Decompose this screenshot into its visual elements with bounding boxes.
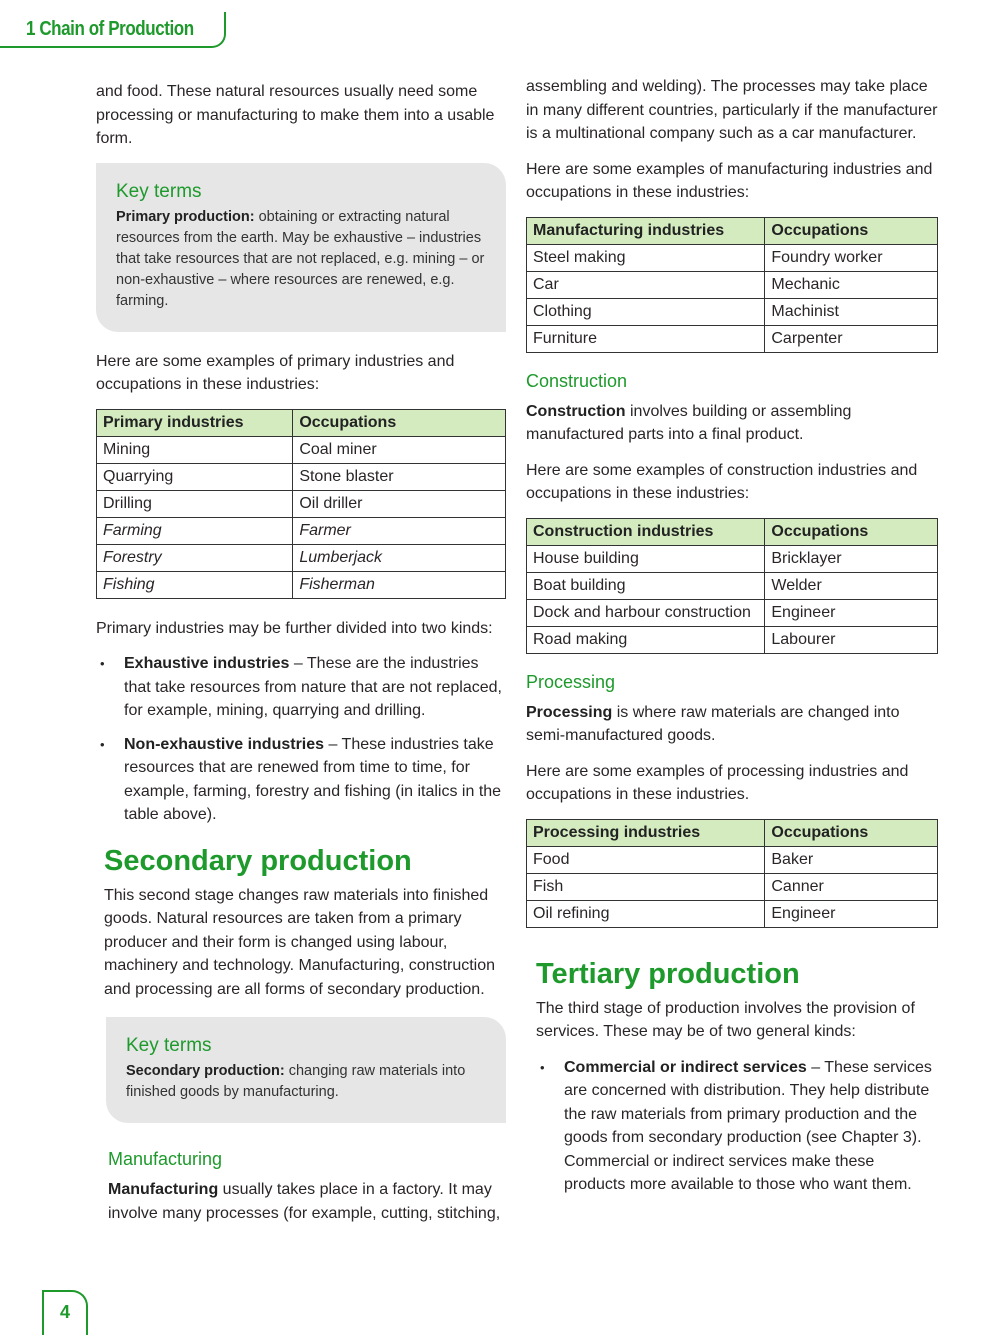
table-row xyxy=(527,846,938,873)
construction-industries-table xyxy=(526,518,938,654)
table-cell: Fishing xyxy=(97,571,293,598)
table-header-row xyxy=(527,518,938,545)
table-cell: Oil refining xyxy=(527,900,765,927)
table-cell: Clothing xyxy=(527,298,765,325)
table-cell: Canner xyxy=(765,873,938,900)
table-row xyxy=(97,517,506,544)
chapter-header xyxy=(0,12,226,48)
table-row xyxy=(97,463,506,490)
table-row xyxy=(527,900,938,927)
section-heading-secondary: Secondary production xyxy=(104,844,412,877)
processing-paragraph: Processing is where raw materials are changed into semi-manufactured goods. xyxy=(526,703,900,744)
table-row xyxy=(97,544,506,571)
table-cell: Carpenter xyxy=(765,325,938,352)
table-cell: Road making xyxy=(527,626,765,653)
table-cell: Stone blaster xyxy=(293,463,506,490)
intro-paragraph: and food. These natural resources usually need some processing or manufacturing to make them into a usable form. xyxy=(96,83,495,147)
table-header: Manufacturing industries xyxy=(527,217,765,244)
table-row xyxy=(527,626,938,653)
table-header: Construction industries xyxy=(527,518,765,545)
table-row xyxy=(527,599,938,626)
table-header-row xyxy=(97,409,506,436)
key-terms-box-primary xyxy=(96,163,506,332)
table-row xyxy=(527,325,938,352)
table-row xyxy=(527,545,938,572)
table-row xyxy=(527,271,938,298)
table-cell: Welder xyxy=(765,572,938,599)
table-cell: Labourer xyxy=(765,626,938,653)
primary-industries-table xyxy=(96,409,506,599)
table-header: Occupations xyxy=(765,518,938,545)
table-row xyxy=(527,572,938,599)
table-cell: Fish xyxy=(527,873,765,900)
table-cell: Farmer xyxy=(293,517,506,544)
table-cell: Farming xyxy=(97,517,293,544)
key-terms-box-secondary xyxy=(106,1017,506,1123)
continuation-paragraph: assembling and welding). The processes may take place in many different countries, particularly if the manufacturer is a multinational company such as a car manufacturer. xyxy=(526,78,938,142)
table-header: Processing industries xyxy=(527,819,765,846)
section-heading-tertiary: Tertiary production xyxy=(536,957,800,990)
table-row xyxy=(527,244,938,271)
table-cell: Dock and harbour construction xyxy=(527,599,765,626)
table-header: Occupations xyxy=(765,217,938,244)
table-cell: Mining xyxy=(97,436,293,463)
table-cell: Bricklayer xyxy=(765,545,938,572)
key-terms-title: Key terms xyxy=(116,180,202,202)
table-header-row xyxy=(527,217,938,244)
list-item: • Commercial or indirect services – These services are concerned with distribution. They help distribute the raw materials from primary production and the goods from secondary production (see Chapter 3). Commercial or indirect services make these products more available to those who want them. xyxy=(536,1056,938,1197)
table-cell: Drilling xyxy=(97,490,293,517)
table-row xyxy=(527,873,938,900)
subheading-manufacturing: Manufacturing xyxy=(108,1149,223,1169)
table-cell: Engineer xyxy=(765,599,938,626)
key-term: Primary production: xyxy=(116,208,255,225)
table-row xyxy=(97,490,506,517)
processing-intro: Here are some examples of processing industries and occupations in these industries. xyxy=(526,762,909,803)
list-item: • Non-exhaustive industries – These industries take resources that are renewed from time to time, for example, farming, forestry and fishing (in italics in the table above). xyxy=(96,733,506,827)
table-cell: Car xyxy=(527,271,765,298)
manufacturing-intro: Here are some examples of manufacturing industries and occupations in these industries: xyxy=(526,160,933,201)
key-term-definition: Primary production: obtaining or extracting natural resources from the earth. May be exhaustive – industries that take resources that are not replaced, e.g. mining – or non-exhaustive – where resources are renewed, e.g. farming. xyxy=(116,208,485,309)
left-column xyxy=(96,80,506,1237)
manufacturing-industries-table xyxy=(526,217,938,353)
construction-intro: Here are some examples of construction industries and occupations in these industries: xyxy=(526,461,918,502)
table-row xyxy=(97,436,506,463)
primary-intro: Here are some examples of primary industries and occupations in these industries: xyxy=(96,352,455,393)
divided-paragraph: Primary industries may be further divided into two kinds: xyxy=(96,619,493,637)
secondary-paragraph: This second stage changes raw materials into finished goods. Natural resources are taken from a primary producer and their form is changed using labour, machinery and technology. Manufacturing, construction and processing are all forms of secondary production. xyxy=(104,886,496,998)
list-item: • Exhaustive industries – These are the industries that take resources from nature that are not replaced, for example, mining, quarrying and drilling. xyxy=(96,652,506,723)
table-cell: Food xyxy=(527,846,765,873)
table-cell: Machinist xyxy=(765,298,938,325)
table-cell: Quarrying xyxy=(97,463,293,490)
table-cell: House building xyxy=(527,545,765,572)
table-cell: Engineer xyxy=(765,900,938,927)
table-cell: Steel making xyxy=(527,244,765,271)
subheading-processing: Processing xyxy=(526,671,616,692)
table-row xyxy=(97,571,506,598)
tertiary-paragraph: The third stage of production involves the provision of services. These may be of two general kinds: xyxy=(536,999,915,1040)
table-cell: Fisherman xyxy=(293,571,506,598)
bullet-list xyxy=(96,652,506,827)
subheading-construction: Construction xyxy=(526,370,628,391)
table-cell: Coal miner xyxy=(293,436,506,463)
key-term-definition: Secondary production: changing raw materials into finished goods by manufacturing. xyxy=(126,1063,466,1100)
table-cell: Forestry xyxy=(97,544,293,571)
table-header: Primary industries xyxy=(97,409,293,436)
manufacturing-paragraph: Manufacturing usually takes place in a factory. It may involve many processes (for example, cutting, stitching, xyxy=(108,1181,501,1222)
key-term: Secondary production: xyxy=(126,1063,285,1079)
table-cell: Mechanic xyxy=(765,271,938,298)
chapter-title: 1 Chain of Production xyxy=(26,18,194,40)
table-cell: Boat building xyxy=(527,572,765,599)
table-header-row xyxy=(527,819,938,846)
table-header: Occupations xyxy=(293,409,506,436)
page-number: 4 xyxy=(42,1290,88,1335)
key-terms-title: Key terms xyxy=(126,1035,212,1056)
table-cell: Furniture xyxy=(527,325,765,352)
table-cell: Oil driller xyxy=(293,490,506,517)
right-column xyxy=(526,75,938,1207)
table-row xyxy=(527,298,938,325)
table-header: Occupations xyxy=(765,819,938,846)
table-cell: Lumberjack xyxy=(293,544,506,571)
processing-industries-table xyxy=(526,819,938,928)
tertiary-bullet-list xyxy=(536,1056,938,1197)
table-cell: Baker xyxy=(765,846,938,873)
construction-paragraph: Construction involves building or assembling manufactured parts into a final product. xyxy=(526,402,852,443)
table-cell: Foundry worker xyxy=(765,244,938,271)
